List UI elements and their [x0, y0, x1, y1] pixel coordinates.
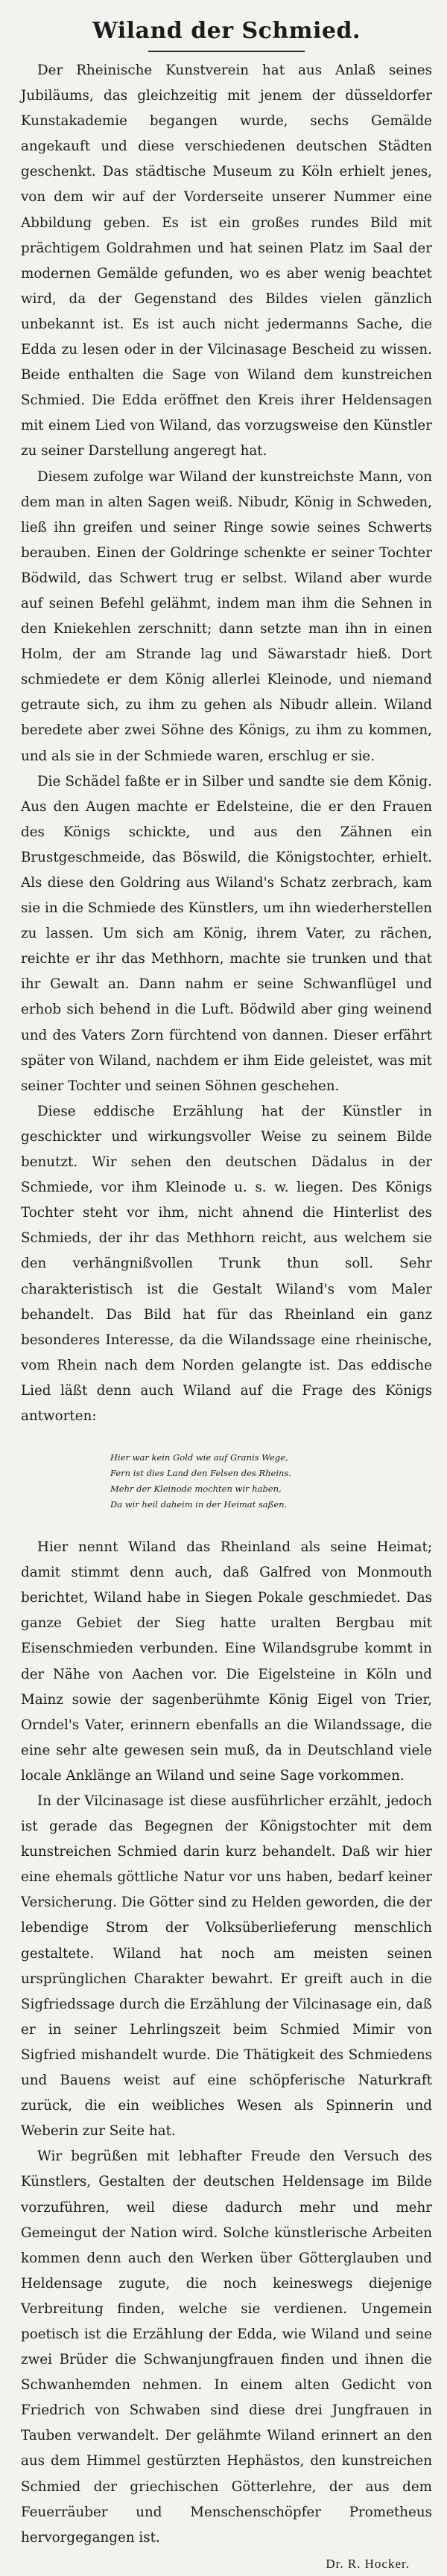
paragraph-7: Wir begrüßen mit lebhafter Freude den Versuch des Künstlers, Gestalten der deutschen Heldensage im Bilde vorzuführen, weil diese dadurch mehr und mehr Gemeingut der Nation wird. Solche künstlerische Arbeiten kommen denn auch den Werken über Götterglauben und Heldensage zugute, die noch keineswegs diejenige Verbreitung finden, welche sie verdienen. Ungemein poetisch ist die Erzählung der Edda, wie Wiland und seine zwei Brüder die Schwanjungfrauen finden und ihnen die Schwanhemden nehmen. In einem alten Gedicht von Friedrich von Schwaben sind diese drei Jungfrauen in Tauben verwandelt. Der gelähmte Wiland erinnert an den aus dem Himmel gestürzten Hephästos, den kunstreichen Schmied der griechischen Götterlehre, der aus dem Feuerräuber und Menschenschöpfer Prometheus hervorgegangen ist.: [21, 2149, 432, 2545]
article-title: Wiland der Schmied.: [92, 18, 361, 44]
verse-line-2: Fern ist dies Land den Felsen des Rheins.: [110, 1468, 291, 1479]
paragraph-6: In der Vilcinasage ist diese ausführlicher erzählt, jedoch ist gerade das Begegnen der Königstochter mit dem kunstreichen Schmied darin kurz behandelt. Daß wir hier eine ehemals göttliche Natur vor uns haben, bedarf keiner Versicherung. Die Götter sind zu Helden geworden, die der lebendige Strom der Volksüberlieferung menschlich gestaltete. Wiland hat noch am meisten seinen ursprünglichen Charakter bewahrt. Er greift auch in die Sigfriedssage durch die Erzählung der Vilcinasage ein, daß er in seiner Lehrlingszeit beim Schmied Mimir von Sigfried mishandelt wurde. Die Thätigkeit des Schmiedens und Bauens weist auf eine schöpferische Naturkraft zurück, die ein weibliches Wesen als Spinnerin und Weberin zur Seite hat.: [21, 1793, 432, 2140]
verse-line-1: Hier war kein Gold wie auf Granis Wege,: [110, 1452, 288, 1463]
verse-line-3: Mehr der Kleinode mochten wir haben,: [110, 1483, 282, 1495]
paragraph-3: Die Schädel faßte er in Silber und sandte sie dem König. Aus den Augen machte er Edelsteine, die er den Frauen des Königs schickte, und aus den Zähnen ein Brustgeschmeide, das Böswild, die Königstochter, erhielt. Als diese den Goldring aus Wiland's Schatz zerbrach, kam sie in die Schmiede des Künstlers, um ihn wiederherstellen zu lassen. Um sich am König, ihrem Vater, zu rächen, reichte er ihr das Methhorn, machte sie trunken und that ihr Gewalt an. Dann nahm er seine Schwanflügel und erhob sich behend in die Luft. Bödwild aber ging weinend und des Vaters Zorn fürchtend von dannen. Dieser erfährt später von Wiland, nachdem er ihm Eide geleistet, was mit seiner Tochter und seinen Söhnen geschehen.: [21, 773, 432, 1094]
paragraph-1: Der Rheinische Kunstverein hat aus Anlaß seines Jubiläums, das gleichzeitig mit jenem der düsseldorfer Kunstakademie begangen wurde, sechs Gemälde angekauft und diese verschiedenen deutschen Städten geschenkt. Das städtische Museum zu Köln erhielt jenes, von dem wir auf der Vorderseite unserer Nummer eine Abbildung geben. Es ist ein großes rundes Bild mit prächtigem Goldrahmen und hat seinen Platz im Saal der modernen Gemälde gefunden, wo es aber wenig beachtet wird, da der Gegenstand des Bildes vielen gänzlich unbekannt ist. Es ist auch nicht jedermanns Sache, die Edda zu lesen oder in der Vilcinasage Bescheid zu wissen. Beide enthalten die Sage von Wiland dem kunstreichen Schmied. Die Edda eröffnet den Kreis ihrer Heldensagen mit einem Lied von Wiland, das vorzugsweise den Künstler zu seiner Darstellung angeregt hat.: [21, 63, 432, 459]
paragraph-5: Hier nennt Wiland das Rheinland als seine Heimat; damit stimmt denn auch, daß Galfred von Monmouth berichtet, Wiland habe in Siegen Pokale geschmiedet. Das ganze Gebiet der Sieg hatte uralten Bergbau mit Eisenschmieden verbunden. Eine Wilandsgrube kommt in der Nähe von Aachen vor. Die Eigelsteine in Köln und Mainz sowie der sagenberühmte König Eigel von Trier, Orndel's Vater, erinnern ebenfalls an die Wilandssage, die eine sehr alte gewesen sein muß, da in Deutschland viele locale Anklänge an Wiland und seine Sage vorkommen.: [21, 1539, 432, 1784]
title-underline: [148, 51, 305, 52]
paragraph-4: Diese eddische Erzählung hat der Künstler in geschickter und wirkungsvoller Weise zu seinem Bilde benutzt. Wir sehen den deutschen Dädalus in der Schmiede, vor ihm Kleinode u. s. w. liegen. Des Königs Tochter steht vor ihm, nicht ahnend die Hinterlist des Schmieds, der ihr das Methhorn reicht, aus welchem sie den verhängnißvollen Trunk thun soll. Sehr charakteristisch ist die Gestalt Wiland's vom Maler behandelt. Das Bild hat für das Rheinland ein ganz besonderes Interesse, da die Wilandssage eine rheinische, vom Rhein nach dem Norden gelangte ist. Das eddische Lied läßt denn auch Wiland auf die Frage des Königs antworten:: [21, 1103, 432, 1424]
verse-line-4: Da wir heil daheim in der Heimat saßen.: [110, 1499, 288, 1510]
author-signature: Dr. R. Hocker.: [326, 2556, 410, 2571]
paragraph-2: Diesem zufolge war Wiland der kunstreichste Mann, von dem man in alten Sagen weiß. Nibudr, König in Schweden, ließ ihn greifen und seiner Ringe sowie seines Schwerts berauben. Einen der Goldringe schenkte er seiner Tochter Bödwild, das Schwert trug er selbst. Wiland aber wurde auf seinen Befehl gelähmt, indem man ihm die Sehnen in den Kniekehlen zerschnitt; dann setzte man ihn in einen Holm, der am Strande lag und Säwarstadr hieß. Dort schmiedete er dem König allerlei Kleinode, und niemand getraute sich, zu ihm zu gehen als Nibudr allein. Wiland beredete aber zwei Söhne des Königs, zu ihm zu kommen, und als sie in der Schmiede waren, erschlug er sie.: [21, 468, 432, 764]
edda-verse: [110, 1450, 432, 1513]
